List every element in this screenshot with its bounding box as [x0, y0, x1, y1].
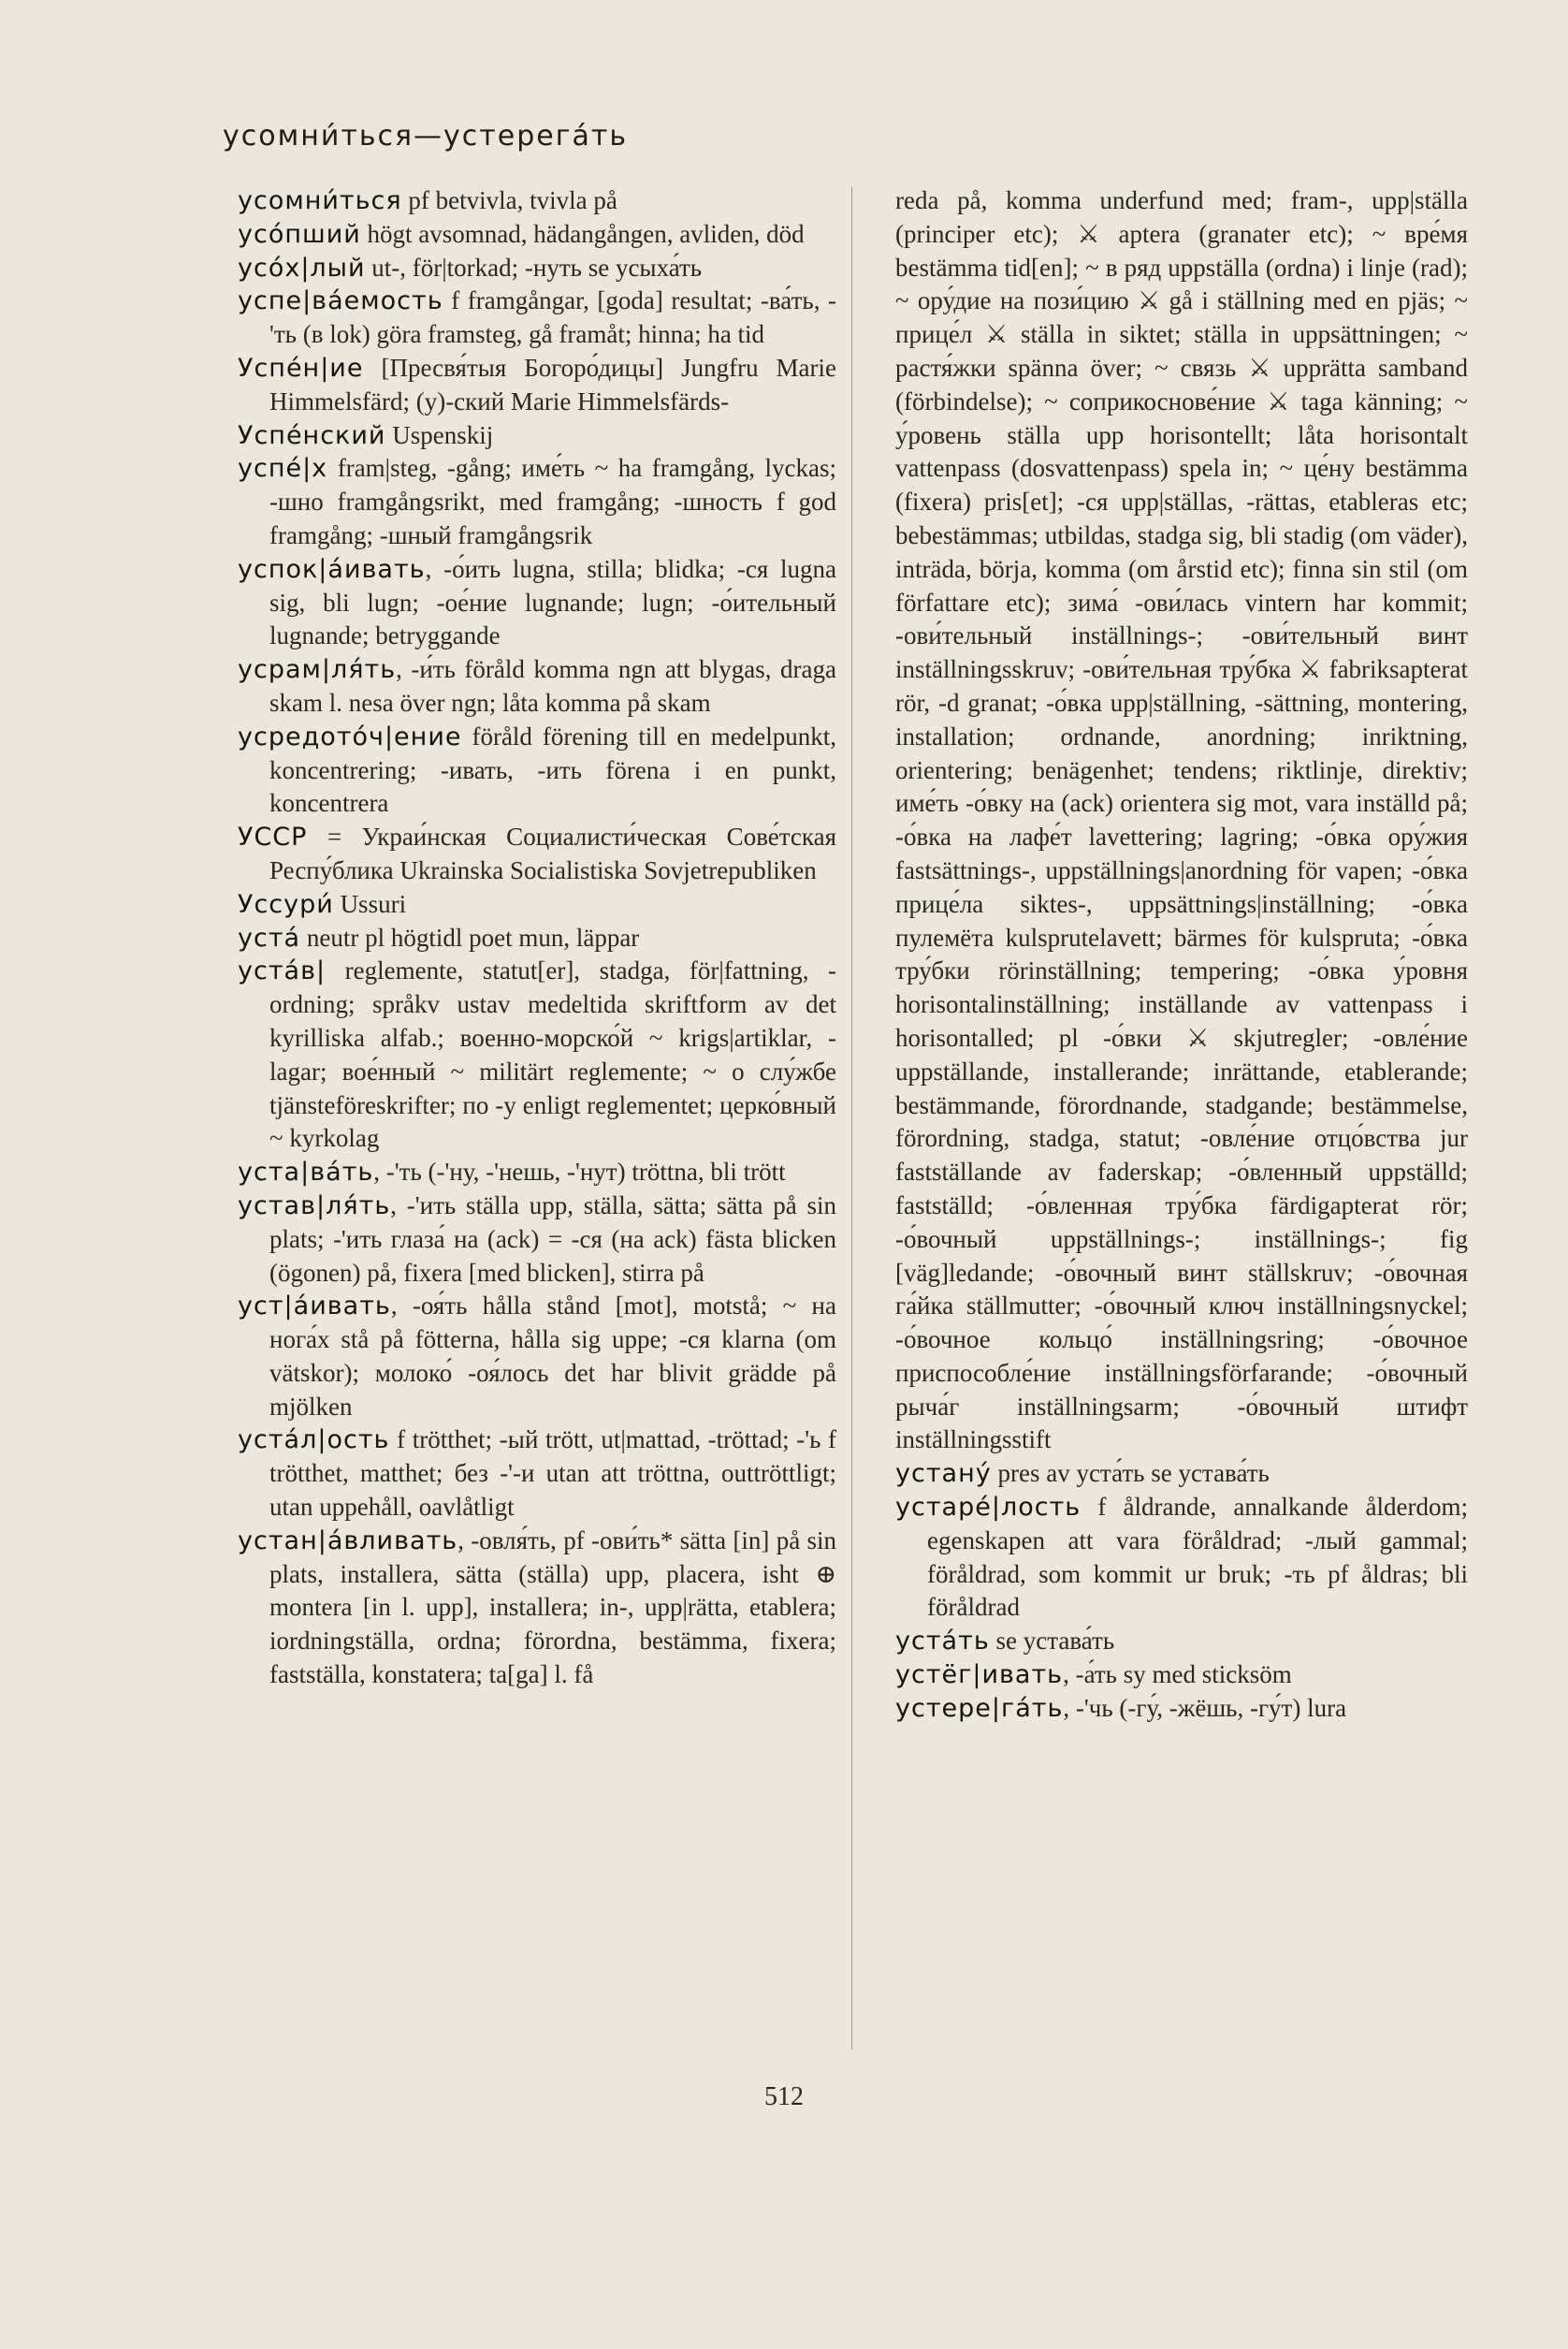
entry-headword: устёг|ивать: [895, 1660, 1064, 1690]
entry-definition: Uspenskij: [385, 420, 494, 449]
entry-definition: reda på, komma underfund med; fram-, upp|ställa (principer etc); ⚔ aptera (granater etc); ~ вре́мя bestämma tid[en]; ~ в ряд uppställa (ordna) i linje (rad); ~ ору́дие на пози́цию ⚔ gå i ställning med en pjäs; ~ прице́л ⚔ ställa in siktet; ställa in uppsättningen; ~ растя́жки spänna över; ~ связь ⚔ upprätta samband (förbindelse); ~ соприкоснове́ние ⚔ taga känning; ~ у́ровень ställa upp horisontellt; låta horisontalt vattenpass (dosvattenpass) spela in; ~ це́ну bestämma (fixera) pris[et]; -ся upp|ställas, -rättas, etableras etc; bebestämmas; utbildas, stadga sig, bli stadig (om väder), inträda, börja, komma (om årstid etc); finna sin stil (om författare etc); зима́ -ови́лась vintern har kommit; -ови́тельный inställnings-; -ови́тельный винт inställningsskruv; -ови́тельная тру́бка ⚔ fabriksapterat rör, -d granat; -о́вка upp|ställning, -sättning, montering, installation; ordnande, anordning; inriktning, orientering; benägenhet; tendens; riktlinje, direktiv; име́ть -о́вку на (ack) orientera sig mot, vara inställd på; -о́вка на лафе́т lavettering; lagring; -о́вка ору́жия fastsättnings-, uppställnings|anordning för vapen; -о́вка прице́ла siktes-, uppsättnings|inställning; -о́вка пулемёта kulsprutelavett; bärmes för kulspruta; -о́вка тру́бки rörinställning; tempering; -о́вка у́ровня horisontalinställning; inställande av vattenpass i horisontalled; pl -о́вки ⚔ skjutregler; -овле́ние uppställande, installerande; inrättande, etablerande; bestämmande, förordnande, stadgande; bestämmelse, förordning, stadga, statut; -овле́ние отцо́вства jur fastställande av faderskap; -о́вленный uppställd; fastställd; -о́вленная тру́бка färdigapterat rör; -о́вочный uppställnings-; inställnings-; fig [väg]ledande; -о́вочный винт ställskruv; -о́вочная га́йка ställmutter; -о́вочный ключ inställningsnyckel; -о́вочное кольцо́ inställningsring; -о́вочное приспособле́ние inställningsförfarande; -о́вочный рыча́г inställningsarm; -о́вочный штифт inställningsstift: [895, 186, 1468, 1454]
entry-headword: устану́: [895, 1459, 992, 1489]
entry-headword: уста|ва́ть: [238, 1158, 374, 1188]
dictionary-entry: [238, 955, 836, 1156]
entry-definition: [Пресвя́тыя Богоро́дицы] Jungfru Marie Himmelsfärd; (у)-ский Marie Himmelsfärds-: [269, 353, 836, 416]
entry-headword: усомни́ться: [238, 186, 402, 215]
entry-headword: усо́х|лый: [238, 253, 366, 283]
dictionary-entry: [238, 553, 836, 653]
entry-definition: , -о́ить lugna, stilla; blidka; -ся lugna sig, bli lugn; -oе́ние lugnande; lugn; -о́ительный lugnande; betryggande: [269, 554, 836, 650]
entry-headword: устере|га́ть: [895, 1693, 1064, 1723]
dictionary-entry: [238, 352, 836, 419]
dictionary-entry: [238, 218, 836, 252]
dictionary-entry: [238, 922, 836, 956]
entry-definition: fram|steg, -gång; име́ть ~ ha framgång, lyckas; -шно framgångsrikt, med framgång; -шность f god framgång; -шный framgångsrik: [269, 454, 836, 549]
dictionary-entry: [238, 1189, 836, 1290]
entry-headword: Уссури́: [238, 889, 334, 919]
dictionary-entry: [895, 1692, 1468, 1726]
entry-headword: успок|а́ивать: [238, 554, 426, 584]
entry-headword: устав|ля́ть: [238, 1190, 391, 1220]
dictionary-entry: [895, 1457, 1468, 1491]
column-divider: [851, 187, 852, 2050]
dictionary-entry: [238, 653, 836, 721]
entry-definition: pf betvivla, tvivla på: [401, 186, 617, 214]
entry-definition: , -а́ть sy med sticksöm: [1063, 1660, 1292, 1689]
dictionary-entry: [238, 1290, 836, 1423]
dictionary-entry: [895, 1491, 1468, 1625]
dictionary-entry: [238, 821, 836, 888]
dictionary-entry: [238, 252, 836, 285]
dictionary-entry: [238, 184, 836, 218]
entry-headword: уста́в|: [238, 956, 327, 986]
dictionary-entry: [895, 1625, 1468, 1658]
entry-headword: усрам|ля́ть: [238, 655, 397, 685]
entry-definition: högt avsomnad, hädangången, avliden, död: [360, 219, 805, 248]
entry-definition: = Украи́нская Социалисти́ческая Сове́тская Респу́блика Ukrainska Socialistiska Sovjetrepubliken: [269, 823, 836, 884]
dictionary-entry: [238, 888, 836, 922]
entry-definition: , -оя́ть hålla stånd [mot], motstå; ~ на нога́х stå på fötterna, hålla sig uppe; -ся klarna (om vätskor); молоко́ -оя́лось det har blivit grädde på mjölken: [269, 1291, 836, 1421]
dictionary-entry: [238, 285, 836, 352]
dictionary-entry: [238, 721, 836, 821]
dictionary-entry: [238, 1423, 836, 1524]
entry-headword: уста́: [238, 923, 301, 953]
entry-definition: , -овля́ть, pf -ови́ть* sätta [in] på sin plats, installera, sätta (ställa) upp, placera, isht ⊕ montera [in l. upp], installera; in-, upp|rätta, etablera; iordningställa, ordna; förordna, bestämma, fixera; fastställa, konstatera; ta[ga] l. få: [269, 1525, 836, 1689]
entry-definition: , -'чь (-гу́, -жёшь, -гу́т) lura: [1063, 1693, 1347, 1722]
entry-definition: , -'ить ställa upp, ställa, sätta; sätta på sin plats; -'ить глаза́ на (ack) = -ся (на ack) fästa blicken (ögonen) på, fixera [med blicken], stirra på: [269, 1190, 836, 1287]
dictionary-entry: [238, 419, 836, 453]
entry-headword: Успе́н|ие: [238, 353, 364, 383]
running-header: усомни́ться—устерега́ть: [223, 120, 629, 153]
entry-definition: f trötthet; -ый trött, ut|mattad, -tröttad; -'ь f trötthet, matthet; без -'-и utan att tröttna, outtröttligt; utan uppehåll, oavlåtligt: [269, 1425, 836, 1522]
entry-definition: pres av уста́ть se устава́ть: [991, 1459, 1270, 1488]
left-column: [238, 184, 836, 1692]
entry-headword: устан|а́вливать: [238, 1525, 458, 1555]
dictionary-entry: [895, 1658, 1468, 1692]
entry-definition: , -'ть (-'ну, -'нешь, -'нут) tröttna, bli trött: [373, 1158, 786, 1187]
entry-headword: успе́|х: [238, 454, 328, 484]
page-number: 512: [764, 2082, 804, 2111]
entry-headword: Успе́нский: [238, 420, 386, 450]
dictionary-entry: [238, 1156, 836, 1189]
entry-definition: f åldrande, annalkande ålderdom; egenskapen att vara föråldrad; -лый gammal; föråldrad, som kommit ur bruk; -ть pf åldras; bli föråldrad: [927, 1493, 1468, 1622]
entry-headword: уста́л|ость: [238, 1425, 390, 1455]
entry-definition: reglemente, statut[er], stadga, för|fattning, -ordning; språkv ustav medeltida skriftform av det kyrilliska alfab.; военно-морско́й ~ krigs|artiklar, -lagar; вое́нный ~ militärt reglemente; ~ о слу́жбе tjänsteföreskrifter; по -у enligt reglementet; церко́вный ~ kyrkolag: [269, 956, 836, 1153]
entry-headword: уста́ть: [895, 1627, 990, 1656]
entry-definition: neutr pl högtidl poet mun, läppar: [300, 923, 640, 952]
entry-definition: se устава́ть: [989, 1627, 1115, 1656]
entry-headword: усо́пший: [238, 219, 361, 249]
entry-definition: , -и́ть föråld komma ngn att blygas, draga skam l. nesa över ngn; låta komma på skam: [269, 655, 836, 717]
entry-headword: УССР: [238, 823, 308, 853]
entry-definition: föråld förening till en medelpunkt, koncentrering; -ивать, -ить förena i en punkt, koncentrera: [269, 722, 836, 818]
dictionary-entry: [895, 184, 1468, 1457]
dictionary-entry: [238, 1525, 836, 1692]
dictionary-entry: [238, 452, 836, 552]
entry-headword: устаре́|лость: [895, 1493, 1082, 1523]
entry-headword: усредото́ч|ение: [238, 722, 462, 751]
entry-definition: f framgångar, [goda] resultat; -ва́ть, -'ть (в lok) göra framsteg, gå framåt; hinna; ha tid: [269, 286, 836, 349]
right-column: [895, 184, 1468, 1726]
entry-definition: Ussuri: [333, 889, 407, 918]
entry-definition: ut-, för|torkad; -нуть se усыха́ть: [365, 253, 703, 282]
entry-headword: уст|а́ивать: [238, 1291, 391, 1321]
entry-headword: успе|ва́емость: [238, 286, 443, 316]
